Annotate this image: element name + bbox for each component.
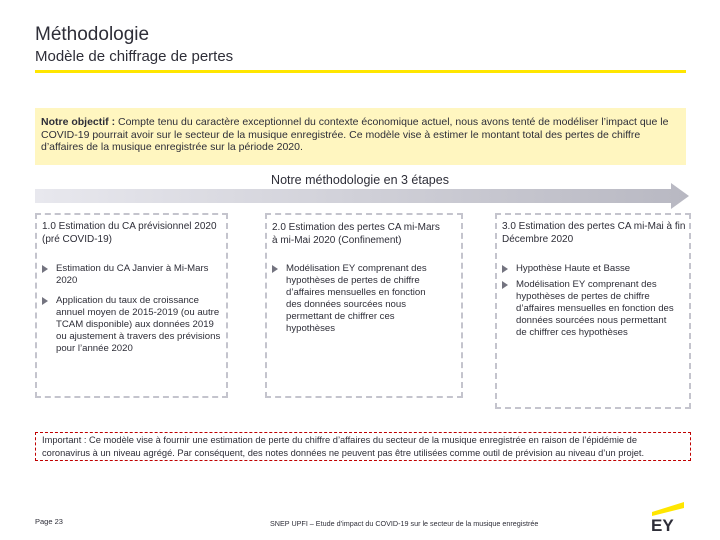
bullet-arrow-icon <box>42 297 48 305</box>
objective-label: Notre objectif : <box>41 116 116 128</box>
list-item: Modélisation EY comprenant des hypothèses de pertes de chiffre d’affaires mensuelles en fonction des données sourcées nous permettant de chiffrer ces hypothèses <box>502 279 682 339</box>
step-1-bullets <box>42 263 222 359</box>
important-notice: Important : Ce modèle vise à fournir une estimation de perte du chiffre d’affaires du secteur de la musique enregistrée en raison de l’épidémie de coronavirus à un niveau agrégé. Par conséquent, des notes données ne peuvent pas être utilisées comme outil de prévision au niveau d’un projet. <box>35 432 691 461</box>
list-item: Modélisation EY comprenant des hypothèses de pertes de chiffre d’affaires mensuelles en fonction des données sourcées nous permettant de chiffrer ces hypothèses <box>272 263 442 335</box>
objective-box <box>35 108 686 165</box>
list-item: Application du taux de croissance annuel moyen de 2015-2019 (ou autre TCAM disponible) aux données 2019 ou ajustement à travers des prévisions pour l’année 2020 <box>42 295 222 355</box>
list-item: Hypothèse Haute et Basse <box>502 263 682 275</box>
ey-logo-icon <box>650 500 686 532</box>
step-1-heading: 1.0 Estimation du CA prévisionnel 2020 (pré COVID-19) <box>42 221 217 245</box>
process-arrow-icon <box>35 183 691 209</box>
step-3-bullets <box>502 263 682 343</box>
title-underline <box>35 70 686 73</box>
step-2-heading: 2.0 Estimation des pertes CA mi-Mars à mi-Mai 2020 (Confinement) <box>272 222 440 246</box>
page-subtitle: Modèle de chiffrage de pertes <box>35 48 234 65</box>
step-3-heading: 3.0 Estimation des pertes CA mi-Mai à fin Décembre 2020 <box>502 221 686 245</box>
list-item: Estimation du CA Janvier à Mi-Mars 2020 <box>42 263 222 287</box>
bullet-arrow-icon <box>42 265 48 273</box>
footer-source: SNEP UPFI – Etude d’impact du COVID-19 sur le secteur de la musique enregistrée <box>270 519 539 528</box>
svg-text:EY: EY <box>651 516 674 532</box>
bullet-arrow-icon <box>502 281 508 289</box>
page-number: Page 23 <box>35 517 63 526</box>
bullet-arrow-icon <box>502 265 508 273</box>
methodology-title: Notre méthodologie en 3 étapes <box>271 173 449 187</box>
objective-text: Compte tenu du caractère exceptionnel du contexte économique actuel, nous avons tenté de modéliser l’impact que le COVID-19 pourrait avoir sur le secteur de la musique enregistrée. Ce modèle vise à estimer le montant total des pertes de chiffre d’affaires de la musique enregistrée sur la période 2020. <box>41 116 669 154</box>
bullet-arrow-icon <box>272 265 278 273</box>
step-2-bullets <box>272 263 442 339</box>
page-title: Méthodologie <box>35 24 150 45</box>
